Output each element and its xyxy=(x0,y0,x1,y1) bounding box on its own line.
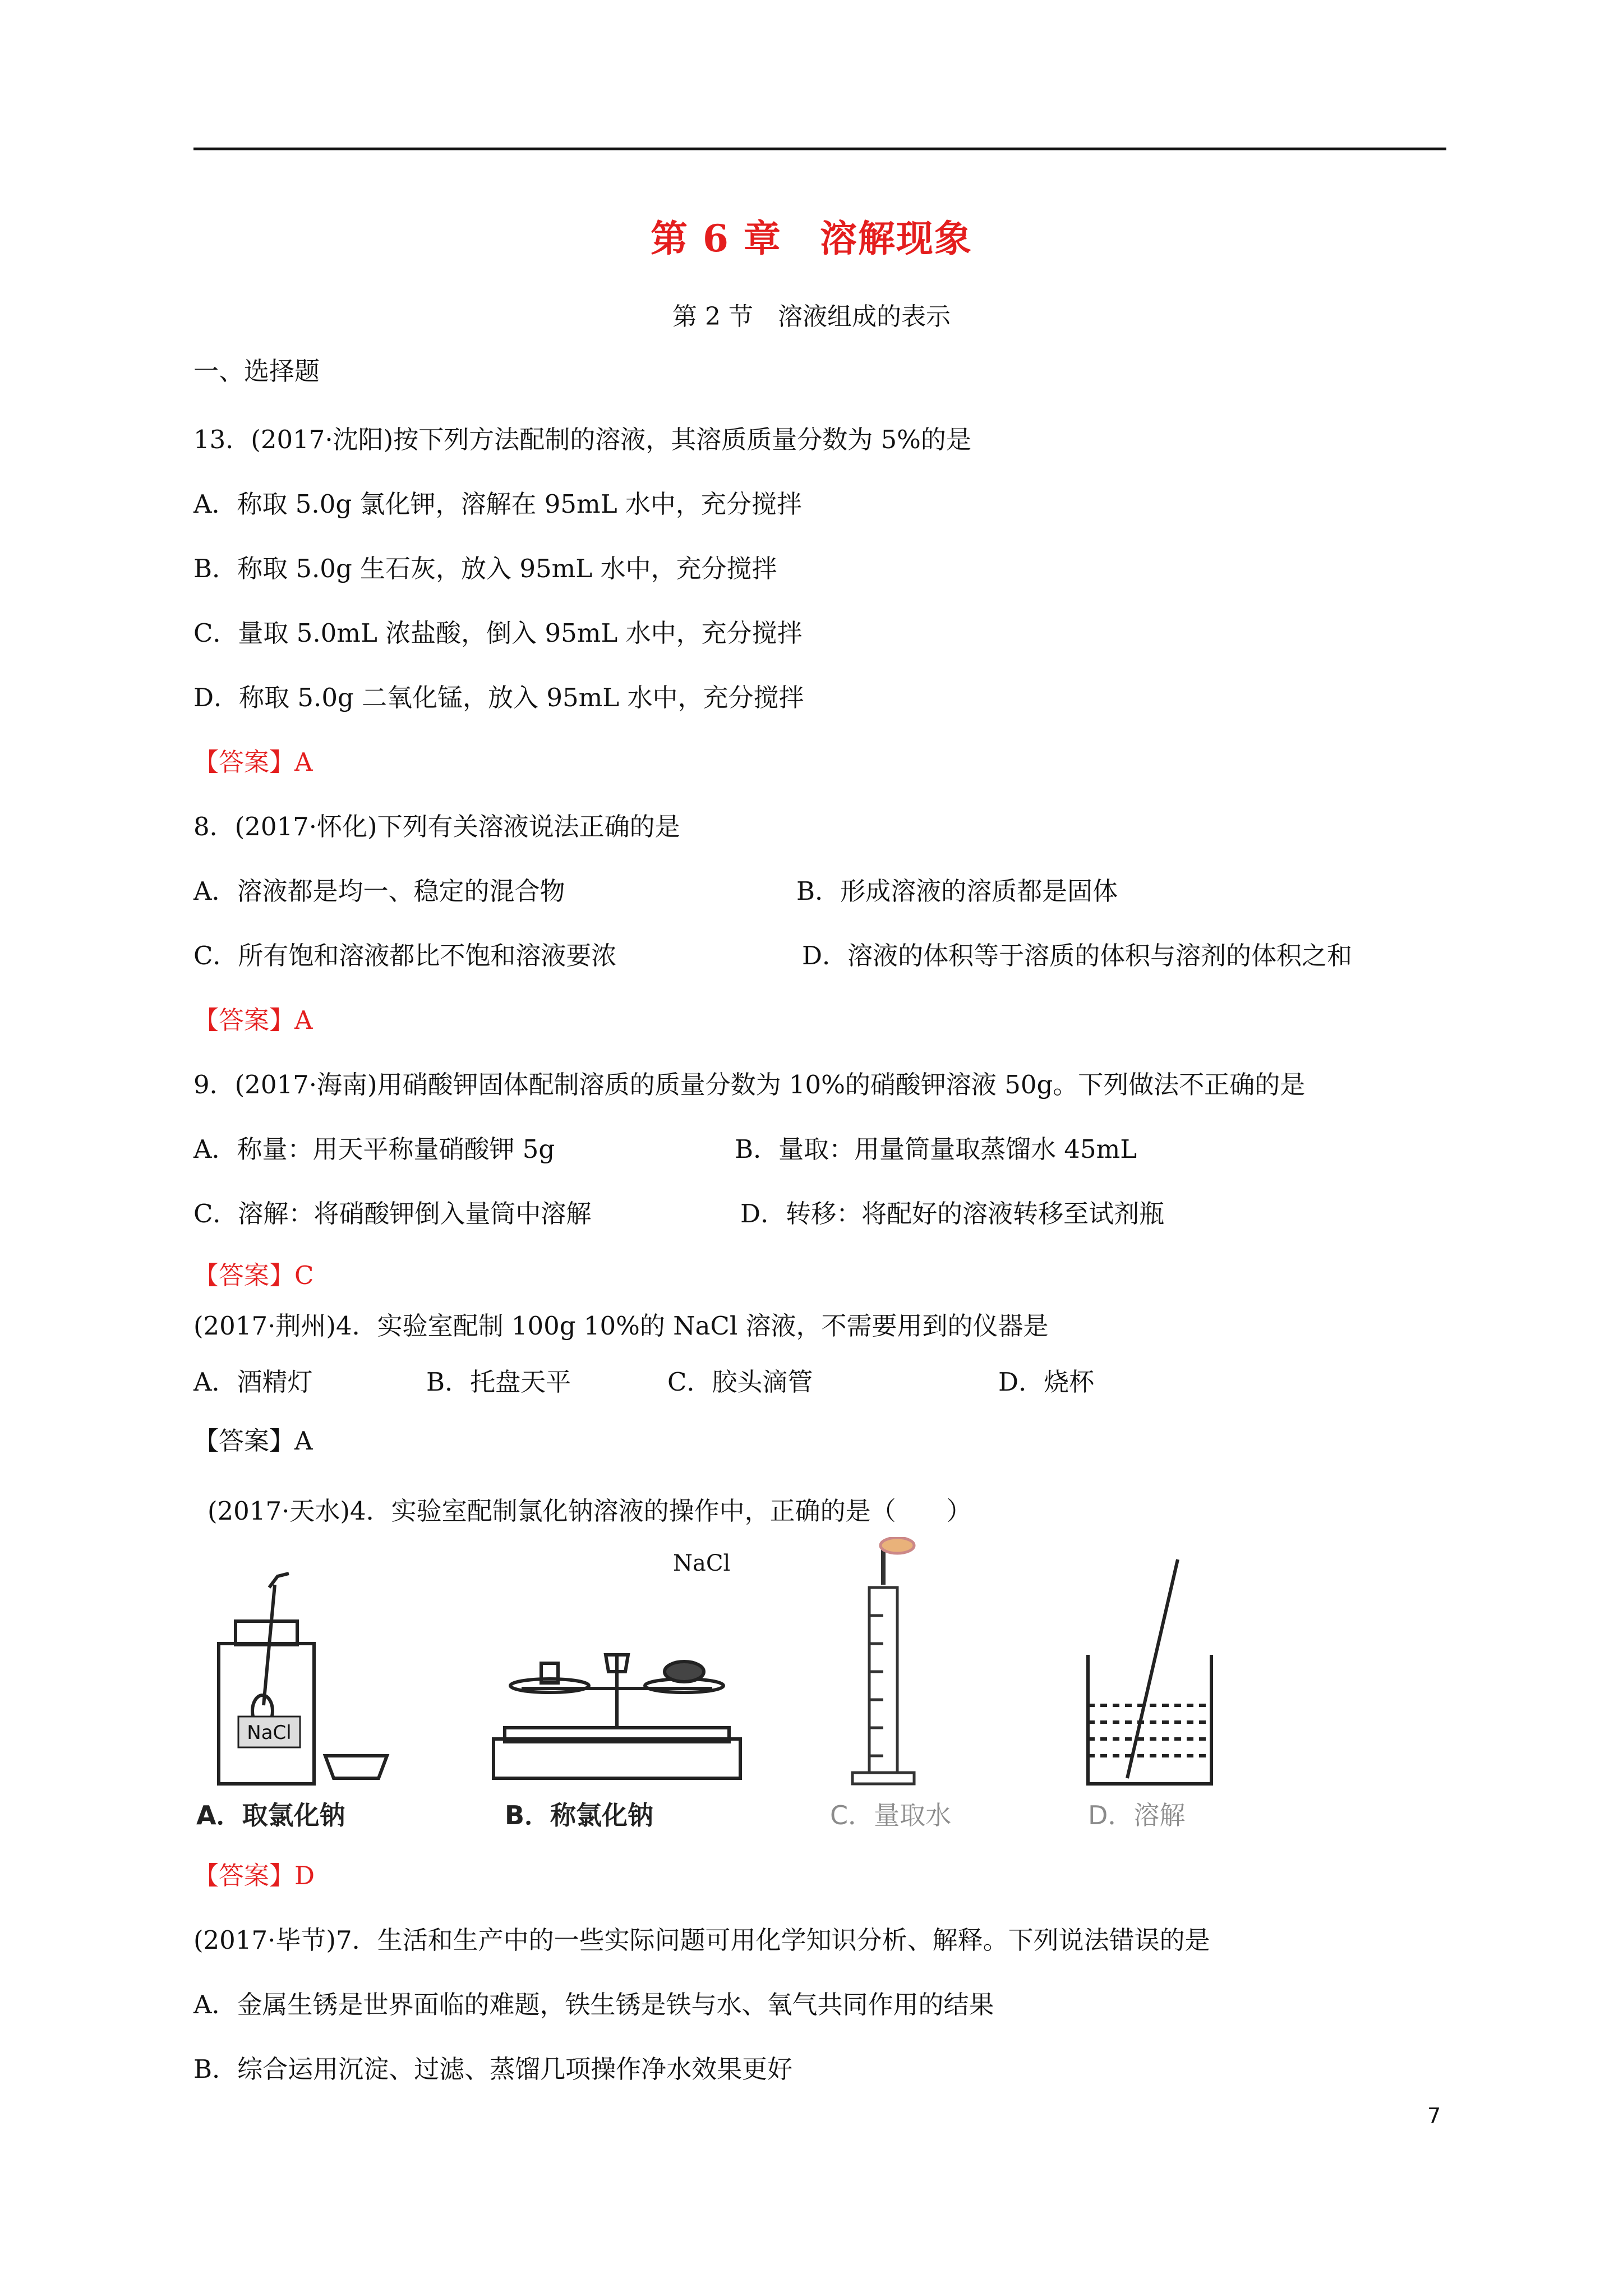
q-bijie-option-a: A．金属生锈是世界面临的难题，铁生锈是铁与水、氧气共同作用的结果 xyxy=(193,1990,994,2019)
q-jingzhou-option-d: D．烧杯 xyxy=(998,1367,1095,1397)
q-jingzhou-option-c: C．胶头滴管 xyxy=(667,1367,813,1397)
bottle-label: NaCl xyxy=(247,1722,292,1744)
lab-operations-drawing xyxy=(191,1537,1312,1795)
q-bijie-stem: (2017·毕节)7．生活和生产中的一些实际问题可用化学知识分析、解释。下列说法错误的是 xyxy=(193,1925,1210,1955)
figure-option-c: C．量取水 xyxy=(830,1800,952,1830)
section-heading: 一、选择题 xyxy=(193,356,320,386)
q8-stem: 8．(2017·怀化)下列有关溶液说法正确的是 xyxy=(193,812,680,841)
graduated-cylinder-icon xyxy=(852,1538,914,1784)
header-rule xyxy=(193,148,1446,150)
q8-option-b: B．形成溶液的溶质都是固体 xyxy=(796,876,1118,906)
balance-icon xyxy=(494,1550,740,1778)
q13-option-a: A．称取 5.0g 氯化钾，溶解在 95mL 水中，充分搅拌 xyxy=(193,489,802,519)
q13-option-d: D．称取 5.0g 二氧化锰，放入 95mL 水中，充分搅拌 xyxy=(193,683,804,712)
q8-answer: 【答案】A xyxy=(193,1005,313,1035)
q-tianshui-answer: 【答案】D xyxy=(193,1861,315,1890)
q-bijie-option-b: B．综合运用沉淀、过滤、蒸馏几项操作净水效果更好 xyxy=(193,2054,793,2084)
q8-option-c: C．所有饱和溶液都比不饱和溶液要浓 xyxy=(193,941,617,970)
q9-stem: 9．(2017·海南)用硝酸钾固体配制溶质的质量分数为 10%的硝酸钾溶液 50g。下列做法不正确的是 xyxy=(193,1070,1306,1099)
beaker-stirring-icon xyxy=(1088,1559,1211,1784)
q-jingzhou-option-a: A．酒精灯 xyxy=(193,1367,313,1397)
q-tianshui-stem: (2017·天水)4．实验室配制氯化钠溶液的操作中，正确的是（ ） xyxy=(208,1496,972,1526)
balance-label: NaCl xyxy=(673,1550,731,1576)
q9-option-c: C．溶解：将硝酸钾倒入量筒中溶解 xyxy=(193,1199,592,1228)
reagent-bottle-icon xyxy=(219,1573,387,1784)
q8-option-a: A．溶液都是均一、稳定的混合物 xyxy=(193,876,565,906)
chapter-title: 第 6 章 溶解现象 xyxy=(651,217,972,260)
q9-option-d: D．转移：将配好的溶液转移至试剂瓶 xyxy=(740,1199,1165,1228)
q13-option-c: C．量取 5.0mL 浓盐酸，倒入 95mL 水中，充分搅拌 xyxy=(193,618,803,648)
figure-option-a: A．取氯化钠 xyxy=(196,1800,345,1830)
q13-stem: 13．(2017·沈阳)按下列方法配制的溶液，其溶质质量分数为 5%的是 xyxy=(193,425,971,454)
page-number: 7 xyxy=(1427,2104,1441,2128)
q13-answer: 【答案】A xyxy=(193,747,313,777)
q8-option-d: D．溶液的体积等于溶质的体积与溶剂的体积之和 xyxy=(802,941,1353,970)
q9-answer: 【答案】C xyxy=(193,1260,314,1290)
q-jingzhou-answer: 【答案】A xyxy=(193,1426,313,1456)
section-title: 第 2 节 溶液组成的表示 xyxy=(672,302,951,331)
figure-option-b: B．称氯化钠 xyxy=(505,1800,654,1830)
figure-option-d: D．溶解 xyxy=(1088,1800,1186,1830)
q-jingzhou-option-b: B．托盘天平 xyxy=(426,1367,571,1397)
q13-option-b: B．称取 5.0g 生石灰，放入 95mL 水中，充分搅拌 xyxy=(193,554,777,583)
q9-option-b: B．量取：用量筒量取蒸馏水 45mL xyxy=(735,1134,1137,1164)
q9-option-a: A．称量：用天平称量硝酸钾 5g xyxy=(193,1134,555,1164)
q-jingzhou-stem: (2017·荆州)4．实验室配制 100g 10%的 NaCl 溶液，不需要用到的仪器是 xyxy=(193,1311,1049,1341)
lab-operations-figure xyxy=(191,1537,1312,1829)
